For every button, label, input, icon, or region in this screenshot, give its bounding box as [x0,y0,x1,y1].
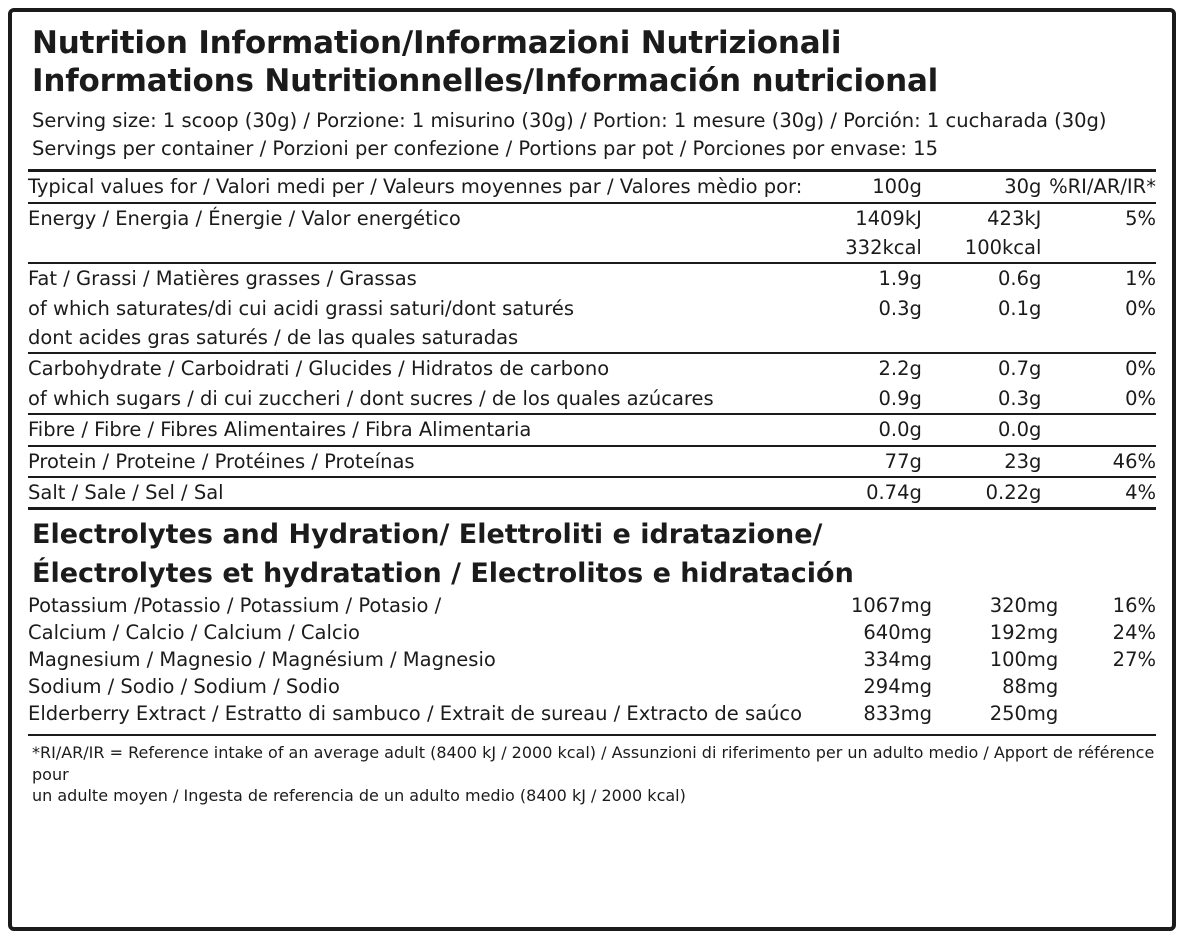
row-label: Elderberry Extract / Estratto di sambuco / Extrait de sureau / Extracto de saúco [28,702,803,726]
row-value-100g: 334mg [863,648,932,672]
row-label: Magnesium / Magnesio / Magnésium / Magnesio [28,648,496,672]
title-line-2: Informations Nutritionnelles/Información nutricional [32,63,939,100]
row-value-30g [922,323,1042,353]
header-label: Typical values for / Valori medi per / Valeurs moyennes par / Valores mèdio por: [28,172,802,202]
row-label: dont acides gras saturés / de las quales saturadas [28,323,802,353]
row-value-100g: 1067mg [850,594,932,618]
row-value-30g: 88mg [1002,675,1059,699]
row-value-30g: 100kcal [922,233,1042,263]
row-label: Energy / Energia / Énergie / Valor energético [28,206,461,230]
header-col-30g: 30g [922,172,1042,202]
row-value-30g: 0.3g [922,384,1042,414]
row-value-ri: 46% [1041,446,1156,477]
row-value-ri: 16% [1112,594,1156,618]
page-title [32,24,1156,101]
row-value-100g: 0.3g [878,296,922,320]
row-value-ri [1041,414,1156,445]
table-row [28,620,1156,647]
row-value-100g: 77g [802,446,922,477]
nutrition-table [28,172,1156,510]
row-label: Salt / Sale / Sel / Sal [28,477,802,509]
divider-footnote [28,734,1156,736]
footnote-line-2: un adulte moyen / Ingesta de referencia de un adulto medio (8400 kJ / 2000 kcal) [32,786,686,806]
row-value-30g: 23g [922,446,1042,477]
table-row [28,414,1156,445]
row-label: Sodium / Sodio / Sodium / Sodio [28,675,340,699]
row-value-ri [1041,323,1156,353]
title-line-1: Nutrition Information/Informazioni Nutrizionali [32,25,842,61]
row-value-100g: 294mg [863,675,932,699]
table-row [28,203,1156,233]
row-value-ri: 24% [1112,621,1156,645]
row-value-ri: 5% [1125,206,1156,230]
row-value-30g: 0.6g [998,267,1042,291]
footnote [32,742,1156,807]
row-value-100g: 1409kJ [855,206,922,230]
row-value-100g: 833mg [863,702,932,726]
electrolytes-table [28,593,1156,728]
row-value-ri [1058,674,1156,701]
row-value-ri: 1% [1125,267,1156,291]
footnote-line-1: *RI/AR/IR = Reference intake of an average adult (8400 kJ / 2000 kcal) / Assunzioni di riferimento per un adulto medio / Apport de référence pour [32,743,1155,784]
row-label [28,233,802,263]
electrolytes-title-line-1: Electrolytes and Hydration/ Elettroliti e idratazione/ [32,519,823,551]
table-row [28,263,1156,293]
row-value-100g: 0.74g [802,477,922,509]
row-value-30g: 100mg [989,648,1059,672]
row-value-ri: 4% [1041,477,1156,509]
row-label: Protein / Proteine / Protéines / Proteínas [28,446,802,477]
row-value-ri: 27% [1112,648,1156,672]
row-label: Carbohydrate / Carboidrati / Glucides / Hidratos de carbono [28,357,610,381]
header-col-ri: %RI/AR/IR* [1041,172,1156,202]
table-row [28,353,1156,383]
row-value-100g: 332kcal [802,233,922,263]
serving-size-text: Serving size: 1 scoop (30g) / Porzione: 1 misurino (30g) / Portion: 1 mesure (30g) / Porción: 1 cucharada (30g) [32,108,1107,132]
row-value-30g: 250mg [989,702,1059,726]
row-value-30g: 0.22g [922,477,1042,509]
table-row [28,384,1156,414]
table-header-row [28,172,1156,202]
row-value-100g [802,323,922,353]
row-value-30g: 0.7g [998,357,1042,381]
row-value-100g: 0.9g [802,384,922,414]
electrolytes-heading [28,518,1156,591]
row-label: Fibre / Fibre / Fibres Alimentaires / Fibra Alimentaria [28,414,802,445]
row-label: Potassium /Potassio / Potassium / Potasio / [28,594,442,618]
table-row [28,446,1156,477]
table-row [28,294,1156,323]
row-value-ri [1041,233,1156,263]
servings-per-container-text: Servings per container / Porzioni per confezione / Portions par pot / Porciones por envase: 15 [32,137,938,161]
table-row [28,701,1156,728]
row-value-ri: 0% [1125,296,1156,320]
row-value-30g: 320mg [989,594,1059,618]
row-value-ri: 0% [1041,384,1156,414]
row-value-30g: 0.0g [922,414,1042,445]
row-value-30g: 423kJ [987,206,1042,230]
row-value-100g: 1.9g [878,267,922,291]
row-value-30g: 0.1g [998,296,1042,320]
row-value-100g: 2.2g [878,357,922,381]
nutrition-panel [8,8,1176,931]
row-value-30g: 192mg [989,621,1059,645]
row-value-ri [1058,701,1156,728]
table-row [28,323,1156,353]
row-value-100g: 640mg [863,621,932,645]
row-value-ri: 0% [1125,357,1156,381]
row-label: Fat / Grassi / Matières grasses / Grassas [28,267,417,291]
row-label: of which sugars / di cui zuccheri / dont sucres / de los quales azúcares [28,384,802,414]
row-label: Calcium / Calcio / Calcium / Calcio [28,621,360,645]
table-row [28,477,1156,509]
header-col-100g: 100g [802,172,922,202]
table-row [28,233,1156,263]
table-row [28,593,1156,620]
row-label: of which saturates/di cui acidi grassi saturi/dont saturés [28,296,574,320]
table-row [28,674,1156,701]
row-value-100g: 0.0g [802,414,922,445]
electrolytes-title-line-2: Électrolytes et hydratation / Electrolitos e hidratación [32,557,854,589]
table-row [28,647,1156,674]
